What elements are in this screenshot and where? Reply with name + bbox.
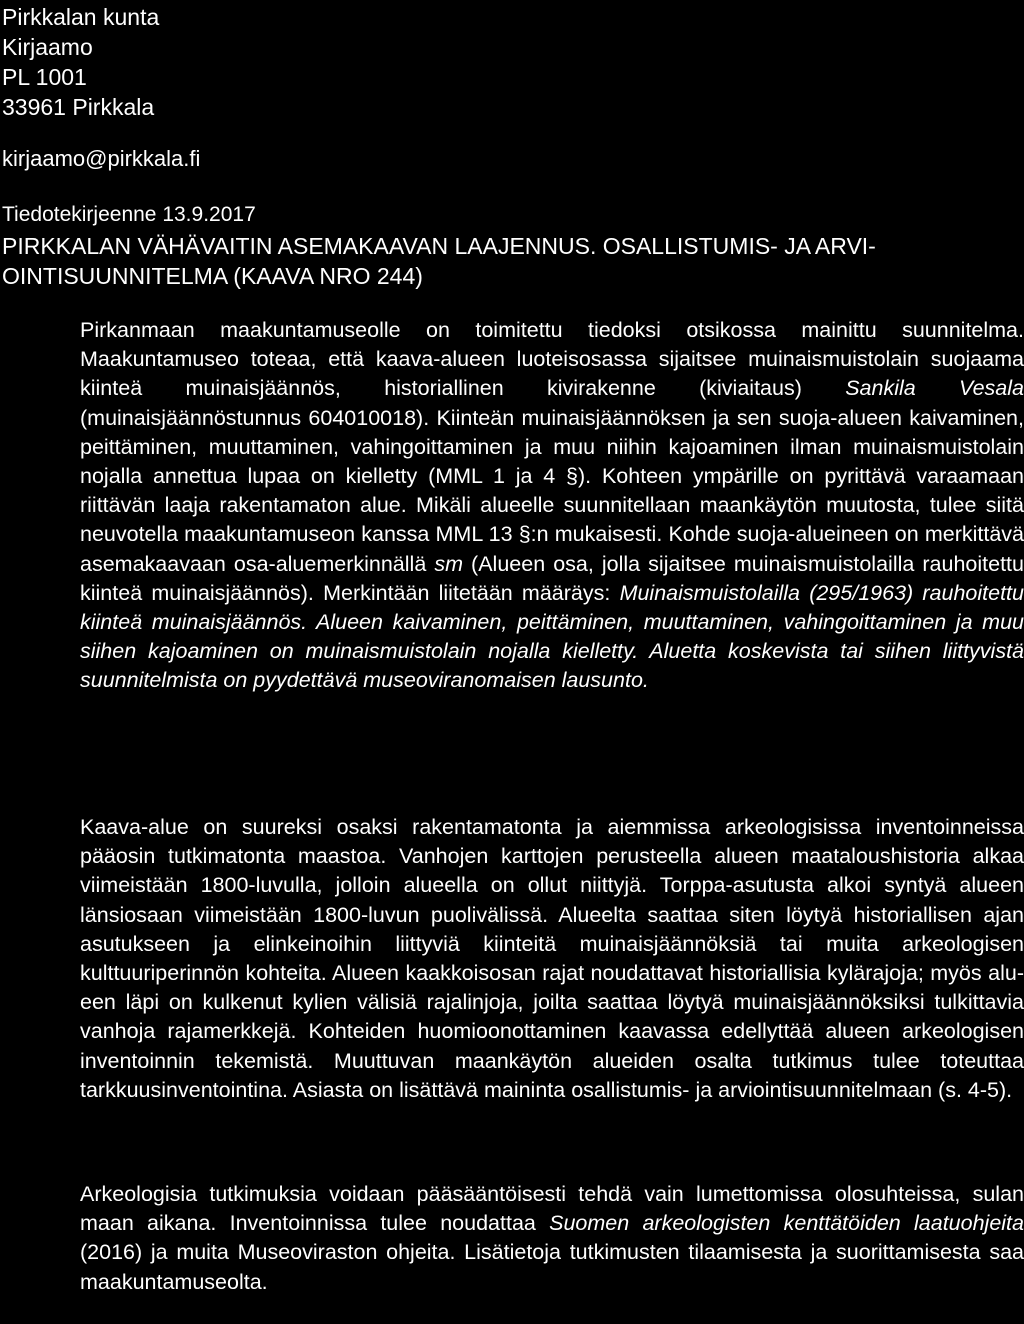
heading-line-1: PIRKKALAN VÄHÄVAITIN ASEMAKAAVAN LAAJENNUS. OSALLISTUMIS- JA ARVI- [2, 233, 876, 259]
site-name-italic: Sankila Vesala [845, 376, 1024, 401]
body-paragraph-1 [80, 316, 1024, 696]
paragraph-3-text-b: (2016) ja muita Museoviraston ohjeita. Lisätietoja tutkimusten tilaamisesta ja suorittamisesta saa maakuntamuseolta. [80, 1240, 1024, 1294]
recipient-email: kirjaamo@pirkkala.fi [2, 146, 201, 171]
recipient-name: Pirkkalan kunta [2, 4, 160, 30]
body-paragraph-3 [80, 1180, 1024, 1297]
paragraph-1-text-c: (Alueen osa, jolla sijaitsee muinaismuistolailla rauhoitettu kiinteä muinaisjäännös). Merkintään liitetään määräys: [80, 551, 1024, 605]
document-heading [2, 231, 1012, 291]
zoning-code-italic: sm [434, 551, 463, 576]
recipient-po-box: PL 1001 [2, 64, 87, 90]
guideline-title-italic: Suomen arkeologisten kenttätöiden laatuohjeita [549, 1211, 1024, 1236]
recipient-department: Kirjaamo [2, 34, 93, 60]
recipient-address [2, 2, 159, 122]
paragraph-3-text-a: Arkeologisia tutkimuksia voidaan pääsääntöisesti tehdä vain lumettomissa olosuhteissa, sulan maan aikana. Inventoinnissa tulee noudattaa [80, 1182, 1024, 1236]
regulation-text-italic: Muinaismuistolailla (295/1963) rauhoitettu kiinteä muinaisjäännös. Alueen kaivaminen, peittäminen, muuttaminen, vahingoittaminen ja muu siihen kajoaminen on muinaismuistolain nojalla kielletty. Aluetta koskevista tai siihen liittyvistä suunnitelmista on pyydettävä museoviranomaisen lausunto. [80, 580, 1024, 693]
body-paragraph-2: Kaava-alue on suureksi osaksi rakentamatonta ja aiemmissa arkeologisissa inventoinneissa pääosin tutkimatonta maastoa. Vanhojen karttojen perusteella alueen maataloushistoria alkaa viimeistään 1800-luvulla, jolloin alueella on ollut niittyjä. Torppa-asutusta alkoi syntyä alueen länsiosaan viimeistään 1800-luvun puolivälissä. Alueelta saattaa siten löytyä historiallisen ajan asutukseen ja elinkeinoihin liittyviä kiinteitä muinaisjäännöksiä tai muita arkeologisen kulttuuriperinnön kohteita. Alueen kaakkoisosan rajat noudattavat historiallisia kylärajoja; myös alueen läpi on kulkenut kylien välisiä rajalinjoja, joilta saattaa löytyä muinaisjäännöksiksi tulkittavia vanhoja rajamerkkejä. Kohteiden huomioonottaminen kaavassa edellyttää alueen arkeologisen inventoinnin tekemistä. Muuttuvan maankäytön alueiden osalta tutkimus tulee toteuttaa tarkkuusinventointina. Asiasta on lisättävä maininta osallistumis- ja arviointisuunnitelmaan (s. 4-5). [80, 815, 1024, 1102]
heading-line-2: OINTISUUNNITELMA (KAAVA NRO 244) [2, 263, 423, 289]
paragraph-1-text-b: (muinaisjäännöstunnus 604010018). Kiinteän muinaisjäännöksen ja sen suoja-alueen kaivaminen, peittäminen, muuttaminen, vahingoittaminen ja muu niihin kajoaminen ilman muinaismuistolain nojalla annettua lupaa on kielletty (MML 1 ja 4 §). Kohteen ympärille on pyrittävä varaamaan riittävän laaja rakentamaton alue. Mikäli alueelle suunnitellaan maankäytön muutosta, tulee siitä neuvotella maakuntamuseon kanssa MML 13 §:n mukaisesti. Kohde suoja-alueineen on merkittävä asemakaavaan osa-aluemerkinnällä [80, 405, 1024, 576]
paragraph-1-text-a: Pirkanmaan maakuntamuseolle on toimitettu tiedoksi otsikossa mainittu suunnitelma. Maakuntamuseo toteaa, että kaava-alueen luoteisosassa sijaitsee muinaismuistolain suojaama kiinteä muinaisjäännös, historiallinen kivirakenne (kiviaitaus) [80, 318, 1024, 401]
recipient-postal-code: 33961 Pirkkala [2, 94, 155, 120]
reference-date-line: Tiedotekirjeenne 13.9.2017 [2, 203, 256, 226]
